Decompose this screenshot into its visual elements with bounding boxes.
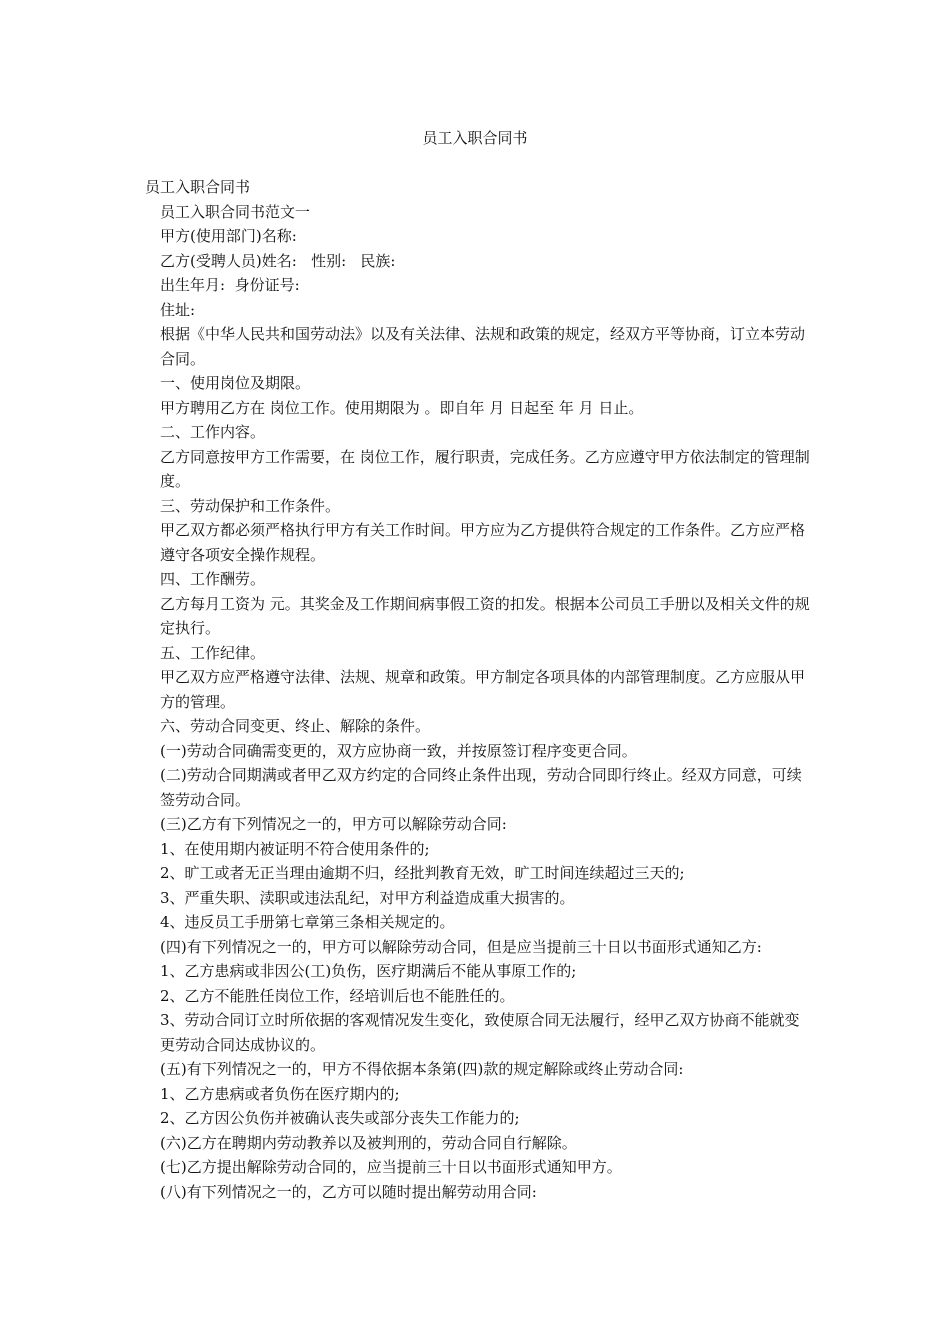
paragraph: 甲乙双方都必须严格执行甲方有关工作时间。甲方应为乙方提供符合规定的工作条件。乙方应严格遵守各项安全操作规程。 — [160, 521, 806, 564]
paragraph: 根据《中华人民共和国劳动法》以及有关法律、法规和政策的规定，经双方平等协商，订立本劳动合同。 — [160, 325, 806, 368]
paragraph: 五、工作纪律。 — [160, 643, 266, 662]
paragraph: 4、违反员工手册第七章第三条相关规定的。 — [160, 913, 455, 931]
paragraph: (二)劳动合同期满或者甲乙双方约定的合同终止条件出现，劳动合同即行终止。经双方同意，可续签劳动合同。 — [160, 766, 802, 809]
document-title: 员工入职合同书 — [422, 129, 528, 147]
paragraph: 2、旷工或者无正当理由逾期不归，经批判教育无效，旷工时间连续超过三天的; — [160, 864, 685, 882]
paragraph: (三)乙方有下列情况之一的，甲方可以解除劳动合同: — [160, 815, 507, 833]
paragraph: 2、乙方不能胜任岗位工作，经培训后也不能胜任的。 — [160, 986, 515, 1005]
paragraph: 1、乙方患病或非因公(工)负伤，医疗期满后不能从事原工作的; — [160, 962, 577, 980]
paragraph: 3、劳动合同订立时所依据的客观情况发生变化，致使原合同无法履行，经甲乙双方协商不能就变更劳动合同达成协议的。 — [160, 1011, 800, 1054]
paragraph: 乙方(受聘人员)姓名: 性别: 民族: — [160, 251, 396, 270]
paragraph: (一)劳动合同确需变更的，双方应协商一致，并按原签订程序变更合同。 — [160, 741, 637, 760]
paragraph: (七)乙方提出解除劳动合同的，应当提前三十日以书面形式通知甲方。 — [160, 1158, 622, 1176]
paragraph: 二、工作内容。 — [160, 423, 266, 441]
paragraph: 乙方同意按甲方工作需要，在 岗位工作，履行职责，完成任务。乙方应遵守甲方依法制定的管理制度。 — [160, 447, 810, 490]
paragraph: 3、严重失职、渎职或违法乱纪，对甲方利益造成重大损害的。 — [160, 888, 575, 907]
paragraph: 乙方每月工资为 元。其奖金及工作期间病事假工资的扣发。根据本公司员工手册以及相关文件的规定执行。 — [160, 594, 810, 637]
paragraph: 住址: — [160, 300, 196, 319]
document-body — [145, 175, 810, 1204]
paragraph: (六)乙方在聘期内劳动教养以及被判刑的，劳动合同自行解除。 — [160, 1133, 577, 1152]
paragraph: 员工入职合同书 — [145, 178, 251, 196]
paragraph: 四、工作酬劳。 — [160, 570, 266, 588]
paragraph: 三、劳动保护和工作条件。 — [160, 496, 341, 515]
paragraph: 一、使用岗位及期限。 — [160, 374, 311, 392]
paragraph: 出生年月: 身份证号: — [160, 276, 300, 294]
paragraph: (四)有下列情况之一的，甲方可以解除劳动合同，但是应当提前三十日以书面形式通知乙方: — [160, 937, 762, 956]
paragraph: 六、劳动合同变更、终止、解除的条件。 — [160, 717, 431, 735]
paragraph: (五)有下列情况之一的，甲方不得依据本条第(四)款的规定解除或终止劳动合同: — [160, 1060, 684, 1078]
paragraph: 1、在使用期内被证明不符合使用条件的; — [160, 839, 430, 858]
paragraph: 甲乙双方应严格遵守法律、法规、规章和政策。甲方制定各项具体的内部管理制度。乙方应服从甲方的管理。 — [160, 668, 806, 711]
paragraph: (八)有下列情况之一的，乙方可以随时提出解劳动用合同: — [160, 1182, 537, 1201]
paragraph: 员工入职合同书范文一 — [160, 202, 311, 221]
paragraph: 甲方聘用乙方在 岗位工作。使用期限为 。即自年 月 日起至 年 月 日止。 — [160, 398, 644, 417]
paragraph: 2、乙方因公负伤并被确认丧失或部分丧失工作能力的; — [160, 1109, 520, 1127]
paragraph: 1、乙方患病或者负伤在医疗期内的; — [160, 1084, 400, 1103]
paragraph: 甲方(使用部门)名称: — [160, 227, 297, 245]
